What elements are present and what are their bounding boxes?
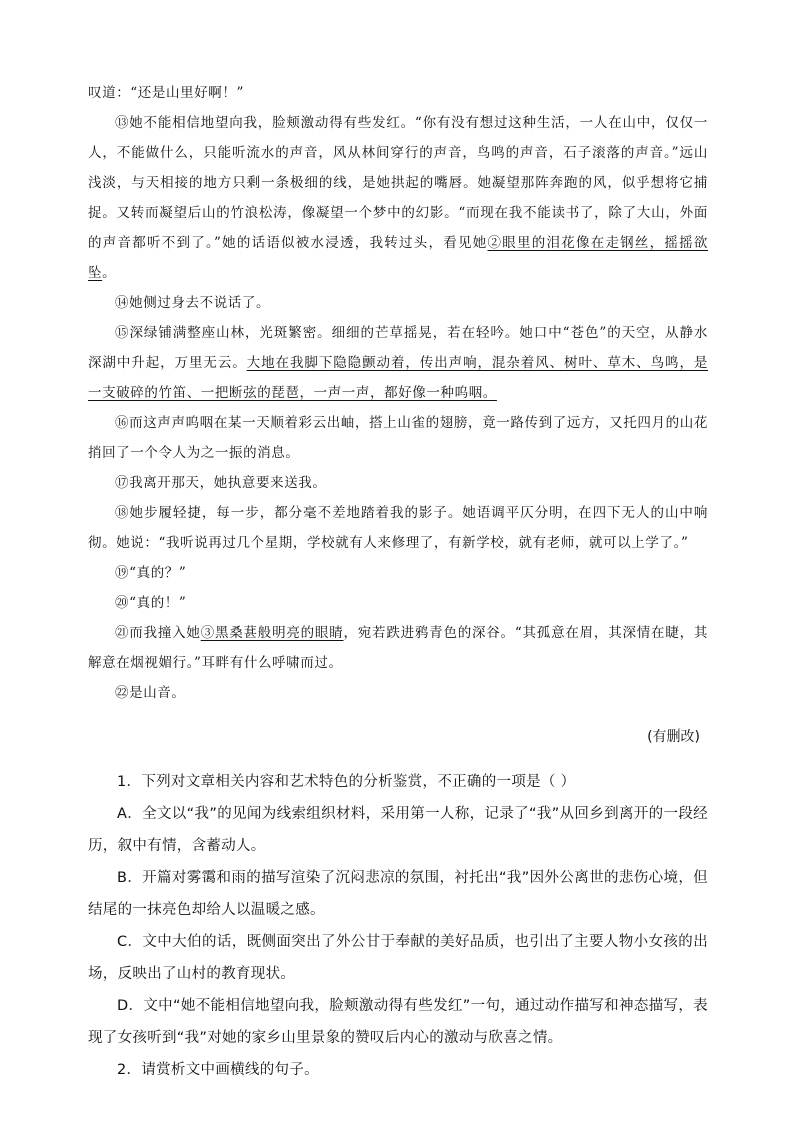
document-content: [88, 78, 708, 1086]
question-1-option-c: C．文中大伯的话，既侧面突出了外公甘于奉献的美好品质，也引出了主要人物小女孩的出场，反映出了山村的教育现状。: [88, 934, 708, 982]
paragraph-19: ⑲“真的？”: [115, 565, 187, 581]
marker-3: ③: [200, 625, 215, 641]
underlined-sentence-2: 眼里的泪花像在走钢丝，摇摇欲坠: [88, 235, 709, 281]
paragraph-15-text: ⑮深绿铺满整座山林，光斑繁密。细细的芒草摇晃，若在轻吟。她口中“苍色”的天空，从静水深湖中升起，万里无云。: [88, 325, 708, 371]
paragraph-21-rest: ，宛若跌进鸦青色的深谷。“其孤意在眉，其深情在睫，其解意在烟视媚行。”耳畔有什么呼啸而过。: [88, 625, 708, 671]
paragraph-15: [88, 318, 708, 408]
paragraph-17: ⑰我离开那天，她执意要来送我。: [115, 475, 327, 491]
edit-note: (有删改): [647, 729, 700, 745]
passage-line-continuation: 叹道：“还是山里好啊！”: [88, 85, 245, 101]
paragraph-13: [88, 108, 708, 288]
paragraph-13-end: 。: [102, 265, 117, 281]
paragraph-22: ㉒是山音。: [115, 685, 186, 701]
paragraph-21-text: ㉑而我撞入她: [115, 625, 201, 641]
paragraph-21: [88, 618, 708, 678]
paragraph-14: ⑭她侧过身去不说话了。: [115, 295, 271, 311]
paragraph-18: ⑱她步履轻捷，每一步，都分毫不差地踏着我的影子。她语调平仄分明，在四下无人的山中响彻。她说：“我听说再过几个星期，学校就有人来修理了，有新学校，就有老师，就可以上学了。”: [88, 505, 708, 551]
paragraph-20: ⑳“真的！”: [115, 595, 187, 611]
paragraph-21-underlined: [201, 625, 344, 641]
paragraph-13-text: ⑬她不能相信地望向我，脸颊激动得有些发红。“你有没有想过这种生活，一人在山中，仅仅一人，不能做什么，只能听流水的声音，风从林间穿行的声音，鸟鸣的声音，石子滚落的声音。”远山浅淡，与天相接的地方只剩一条极细的线，是她拱起的嘴唇。她凝望那阵奔跑的风，似乎想将它捕捉。又转而凝望后山的竹浪松涛，像凝望一个梦中的幻影。“而现在我不能读书了，除了大山，外面的声音都听不到了。”她的话语似被水浸透，我转过头，看见她: [88, 115, 708, 251]
question-2-stem: 2．请赏析文中画横线的句子。: [117, 1062, 319, 1078]
question-1-option-a: A．全文以“我”的见闻为线索组织材料，采用第一人称，记录了“我”从回乡到离开的一段经历，叙中有情，含蓄动人。: [88, 806, 708, 854]
question-1-option-b: B．开篇对雾霭和雨的描写渲染了沉闷悲凉的氛围，衬托出“我”因外公离世的悲伤心境，但结尾的一抹亮色却给人以温暖之感。: [88, 870, 708, 918]
underlined-sentence-1: 大地在我脚下隐隐颤动着，传出声响，混杂着风、树叶、草木、鸟鸣，是一支破碎的竹笛、一把断弦的琵琶，一声一声，都好像一种呜咽。: [88, 355, 708, 401]
question-1-stem: 1．下列对文章相关内容和艺术特色的分析鉴赏，不正确的一项是（ ）: [117, 774, 576, 790]
paragraph-16: ⑯而这声声呜咽在某一天顺着彩云出岫，搭上山雀的翅膀，竟一路传到了远方，又托四月的山花捎回了一个令人为之一振的消息。: [88, 415, 708, 461]
marker-2: ②: [487, 235, 503, 251]
underlined-sentence-3: 黑桑葚般明亮的眼睛: [214, 625, 344, 641]
question-1-option-d: D．文中“她不能相信地望向我，脸颊激动得有些发红”一句，通过动作描写和神态描写，表现了女孩听到“我”对她的家乡山里景象的赞叹后内心的激动与欣喜之情。: [88, 998, 708, 1046]
